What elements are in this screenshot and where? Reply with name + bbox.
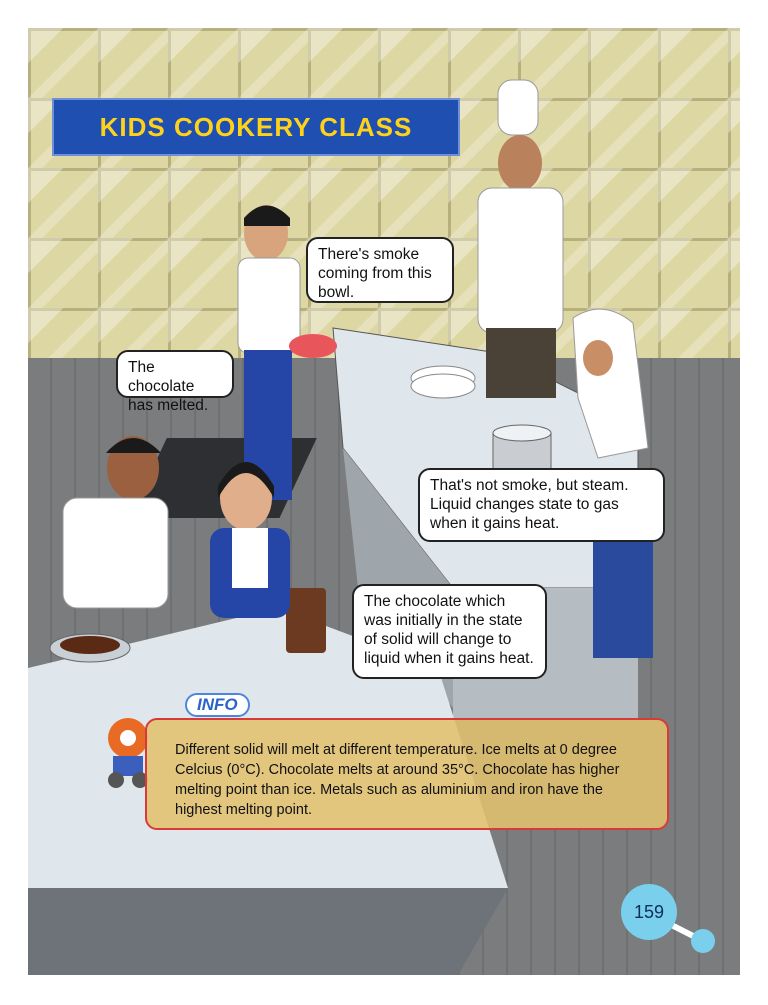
bubble-text-steam: That's not smoke, but steam. Liquid changes state to gas when it gains heat. xyxy=(430,477,629,532)
info-label: INFO xyxy=(185,693,250,717)
mixing-bowl xyxy=(289,334,337,358)
speech-bubble-liquid xyxy=(352,584,547,679)
speech-bubble-steam xyxy=(418,468,665,542)
chef-figure xyxy=(478,80,563,398)
boy-stirring xyxy=(63,436,168,608)
speech-bubble-smoke xyxy=(306,237,454,303)
page-number: 159 xyxy=(621,884,677,940)
info-text: Different solid will melt at different temperature. Ice melts at 0 degree Celcius (0°C). Chocolate melts at around 35°C. Chocolate has higher melting point than ice. Metals such as aluminium and iron have the highest melting point. xyxy=(175,742,620,818)
info-box xyxy=(145,718,669,830)
page-title: KIDS COOKERY CLASS xyxy=(99,111,413,142)
chocolate-block xyxy=(286,588,326,653)
bubble-text-liquid: The chocolate which was initially in the state of solid will change to liquid when it gains heat. xyxy=(364,593,534,667)
bubble-text-smoke: There's smoke coming from this bowl. xyxy=(318,246,432,301)
title-banner xyxy=(52,98,460,156)
speech-bubble-melted xyxy=(116,350,234,414)
bubble-text-melted: The chocolate has melted. xyxy=(128,359,209,414)
